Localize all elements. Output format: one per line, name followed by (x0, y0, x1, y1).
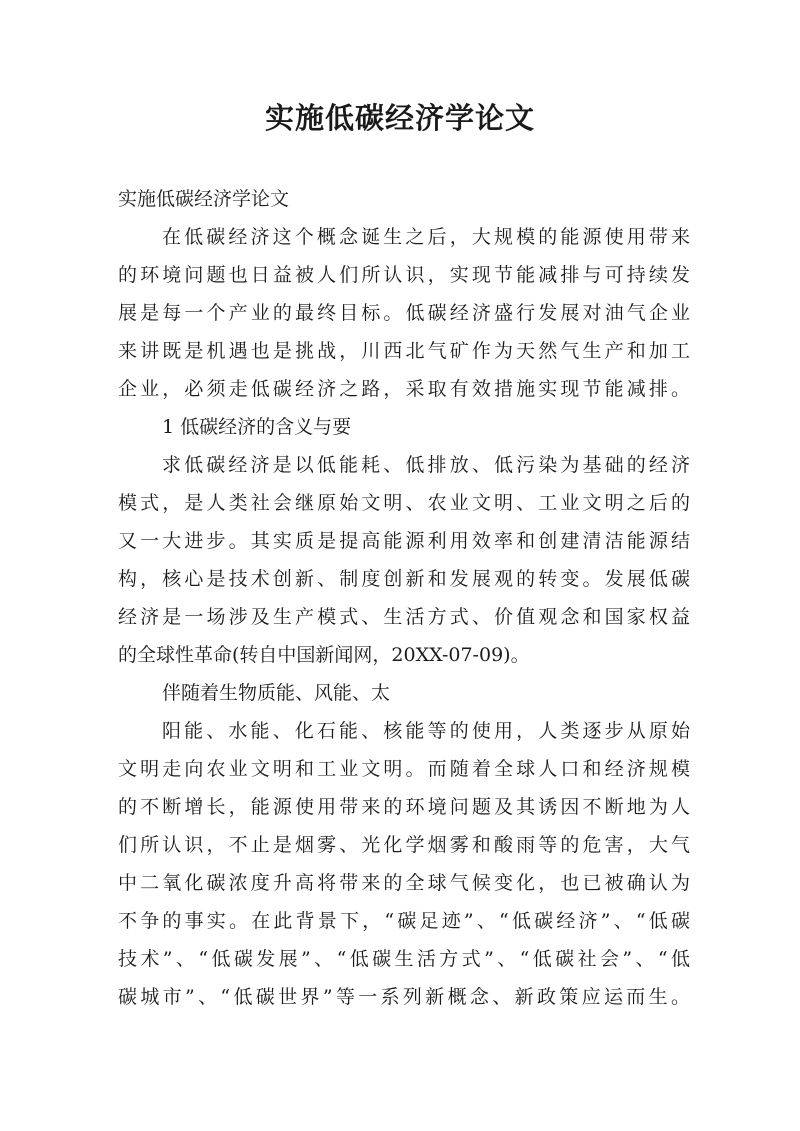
text-line: 1 低碳经济的含义与要 (162, 416, 352, 438)
text-line: 技术”、“低碳发展”、“低碳生活方式”、“低碳社会”、“低 (118, 948, 690, 970)
text-line: 来讲既是机遇也是挑战，川西北气矿作为天然气生产和加工 (118, 340, 690, 362)
text-line: 中二氧化碳浓度升高将带来的全球气候变化，也已被确认为 (118, 872, 690, 894)
document-title: 实施低碳经济学论文 (264, 101, 535, 135)
text-line: 经济是一场涉及生产模式、生活方式、价值观念和国家权益 (118, 606, 690, 628)
text-line: 求低碳经济是以低能耗、低排放、低污染为基础的经济 (162, 454, 690, 476)
text-line: 不争的事实。在此背景下，“碳足迹”、“低碳经济”、“低碳 (118, 910, 690, 932)
text-line: 在低碳经济这个概念诞生之后，大规模的能源使用带来 (162, 226, 690, 248)
document-subtitle: 实施低碳经济学论文 (118, 188, 290, 210)
text-line: 阳能、水能、化石能、核能等的使用，人类逐步从原始 (162, 720, 690, 742)
text-line: 又一大进步。其实质是提高能源利用效率和创建清洁能源结 (118, 530, 690, 552)
text-line: 展是每一个产业的最终目标。低碳经济盛行发展对油气企业 (118, 302, 690, 324)
text-line: 的不断增长，能源使用带来的环境问题及其诱因不断地为人 (118, 796, 690, 818)
text-line: 文明走向农业文明和工业文明。而随着全球人口和经济规模 (118, 758, 690, 780)
text-line: 的环境问题也日益被人们所认识，实现节能减排与可持续发 (118, 264, 690, 286)
text-line: 碳城市”、“低碳世界”等一系列新概念、新政策应运而生。 (118, 986, 690, 1008)
text-line: 模式，是人类社会继原始文明、农业文明、工业文明之后的 (118, 492, 690, 514)
text-line: 伴随着生物质能、风能、太 (162, 682, 391, 704)
text-line: 的全球性革命(转自中国新闻网，20XX-07-09)。 (118, 644, 530, 666)
text-line: 构，核心是技术创新、制度创新和发展观的转变。发展低碳 (118, 568, 690, 590)
document-body (118, 180, 690, 1016)
text-line: 企业，必须走低碳经济之路，采取有效措施实现节能减排。 (118, 378, 690, 400)
text-line: 们所认识，不止是烟雾、光化学烟雾和酸雨等的危害，大气 (118, 834, 690, 856)
